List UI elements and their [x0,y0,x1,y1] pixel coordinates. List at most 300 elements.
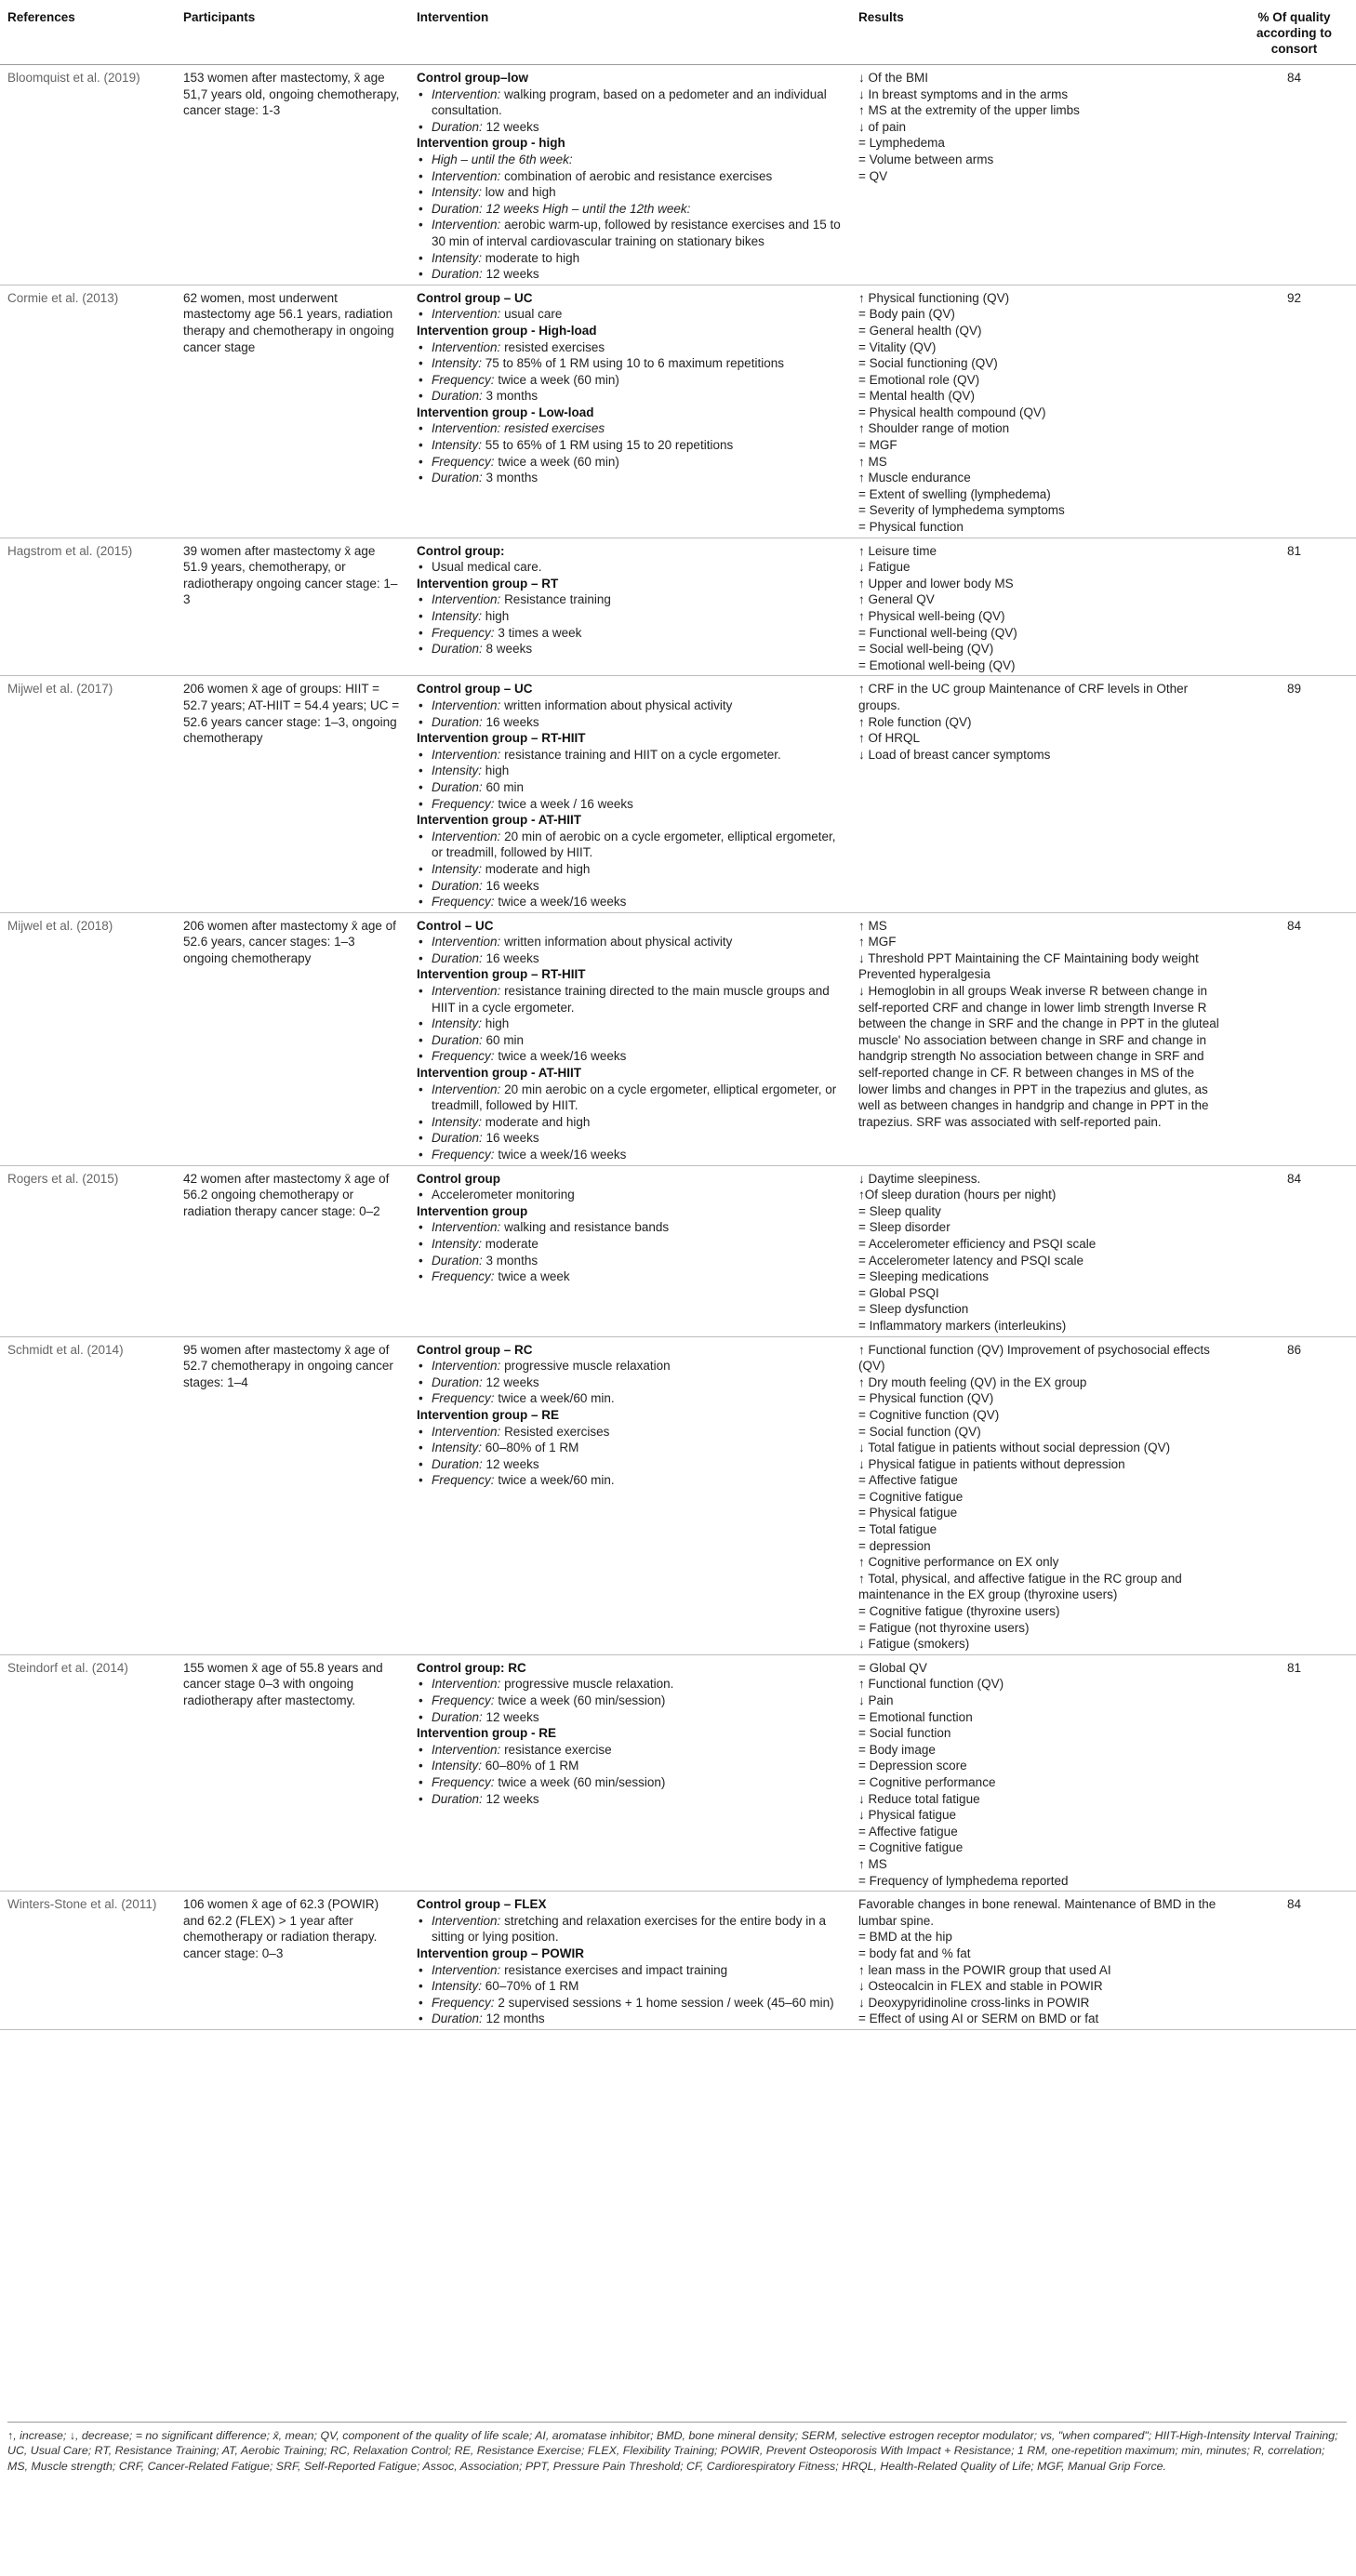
bullet-list [417,983,844,1065]
bullet-label: Intensity: [432,1441,483,1455]
bullet-label: Intervention: [432,747,501,762]
result-line: ↓ Threshold PPT Maintaining the CF Maintaining body weight Prevented hyperalgesia [858,950,1199,982]
bullet-item [417,591,844,608]
bullet-label: Frequency: [432,1774,495,1789]
participants-cell: 62 women, most underwent mastectomy age 56.1 years, radiation therapy and chemotherapy in ongoing cancer stage [176,285,409,538]
bullet-text: walking and resistance bands [504,1220,670,1235]
bullet-item [417,1130,844,1147]
bullet-item [417,1390,844,1407]
bullet-list [417,829,844,910]
result-line: = BMD at the hip [858,1930,952,1945]
bullet-label: Intervention: [432,829,501,843]
bullet-text: 75 to 85% of 1 RM using 10 to 6 maximum repetitions [485,356,784,371]
bullet-list [417,339,844,405]
results-cell [851,676,1232,912]
result-line: = Severity of lymphedema symptoms [858,503,1065,518]
bullet-label: Intensity: [432,1759,483,1773]
result-line: = Sleep quality [858,1203,941,1218]
bullet-label: Intensity: [432,1979,483,1994]
intervention-cell [409,1165,851,1336]
bullet-item [417,559,844,576]
bullet-text: Resistance training [504,592,611,607]
intervention-cell [409,1892,851,2030]
header-quality: % Of quality according to consort [1232,0,1356,65]
result-line: = Extent of swelling (lymphedema) [858,486,1051,501]
reference-cell: Schmidt et al. (2014) [0,1336,176,1654]
result-line: ↑ Role function (QV) [858,714,972,729]
result-line: ↑ Dry mouth feeling (QV) in the EX group [858,1374,1087,1389]
bullet-text: resistance exercise [504,1742,612,1757]
bullet-label: Intervention: [432,1424,501,1439]
result-line: = QV [858,168,888,183]
result-line: ↑ Functional function (QV) [858,1677,1004,1692]
bullet-text: 12 weeks High – until the 12th week: [485,201,691,216]
bullet-label: Frequency: [432,1148,495,1162]
intervention-cell [409,1336,851,1654]
result-line: = Accelerometer latency and PSQI scale [858,1253,1083,1268]
bullet-text: 16 weeks [485,714,539,729]
participants-cell: 155 women x̄ age of 55.8 years and cancer stage 0–3 with ongoing radiotherapy after mastectomy. [176,1654,409,1891]
result-line: = Frequency of lymphedema reported [858,1873,1069,1888]
bullet-text: 3 months [485,471,538,485]
bullet-label: Duration: [432,201,483,216]
group-heading: Intervention group – RT [417,576,559,591]
reference-cell: Cormie et al. (2013) [0,285,176,538]
results-cell [851,1654,1232,1891]
bullet-item [417,1236,844,1253]
table-row [0,1654,1356,1891]
result-line: ↑ MS [858,918,887,933]
bullet-item [417,1147,844,1163]
table-row [0,1336,1356,1654]
bullet-item [417,878,844,895]
bullet-item [417,1219,844,1236]
bullet-item [417,420,844,437]
bullet-item [417,1913,844,1945]
bullet-label: Intensity: [432,1016,483,1031]
bullet-label: Intensity: [432,1114,483,1129]
bullet-text: 12 months [485,2012,545,2026]
header-intervention: Intervention [409,0,851,65]
bullet-item [417,983,844,1016]
bullet-list [417,934,844,966]
bullet-label: Intensity: [432,609,483,623]
result-line: = Physical function (QV) [858,1391,994,1406]
bullet-list [417,697,844,730]
bullet-label: Intervention: [432,984,501,999]
bullet-item [417,152,844,168]
result-line: = depression [858,1538,931,1553]
bullet-label: Intervention: [432,1742,501,1757]
result-line: = Volume between arms [858,152,994,166]
result-line: = Physical health compound (QV) [858,405,1046,419]
intervention-cell [409,538,851,676]
bullet-item [417,1032,844,1049]
bullet-label: Intervention: [432,935,501,949]
quality-score-cell: 81 [1232,538,1356,676]
bullet-item [417,1440,844,1456]
bullet-label: Duration: [432,2012,483,2026]
bullet-label: Intervention: [432,218,501,232]
bullet-list [417,591,844,657]
result-line: ↑ Shoulder range of motion [858,421,1010,436]
bullet-list [417,559,844,576]
result-line: = Physical function [858,520,964,535]
bullet-text: aerobic warm-up, followed by resistance exercises and 15 to 30 min of interval cardiovascular training on stationary bikes [432,218,841,248]
bullet-label: Duration: [432,1131,483,1146]
bullet-item [417,829,844,861]
group-heading: Intervention group – RT-HIIT [417,731,586,746]
bullet-item [417,1268,844,1285]
participants-cell: 106 women x̄ age of 62.3 (POWIR) and 62.2 (FLEX) > 1 year after chemotherapy or radiation therapy. cancer stage: 0–3 [176,1892,409,2030]
bullet-text: twice a week/60 min. [498,1391,615,1406]
bullet-text: 60–80% of 1 RM [485,1441,579,1455]
bullet-item [417,894,844,910]
group-heading: Control group–low [417,71,528,85]
bullet-text: twice a week (60 min/session) [498,1774,666,1789]
bullet-text: written information about physical activity [504,697,733,712]
bullet-item [417,470,844,486]
result-line: = Social functioning (QV) [858,356,998,371]
bullet-text: resistance training and HIIT on a cycle ergometer. [504,747,781,762]
bullet-item [417,250,844,267]
bullet-item [417,714,844,731]
result-line: ↓ Deoxypyridinoline cross-links in POWIR [858,1995,1090,2010]
bullet-text: 3 months [485,1253,538,1268]
bullet-label: Intensity: [432,250,483,265]
group-heading: Intervention group - AT-HIIT [417,1066,581,1081]
group-heading: Control group: RC [417,1660,526,1675]
results-cell [851,1892,1232,2030]
bullet-text: 20 min aerobic on a cycle ergometer, elliptical ergometer, or treadmill, followed by HIIT. [432,1082,837,1113]
result-line: ↓ Fatigue (smokers) [858,1637,970,1652]
result-line: ↓ Osteocalcin in FLEX and stable in POWIR [858,1979,1103,1994]
bullet-label: Duration: [432,1791,483,1806]
bullet-label: Frequency: [432,1049,495,1064]
bullet-text: written information about physical activity [504,935,733,949]
bullet-text: Usual medical care. [432,560,542,575]
results-cell [851,912,1232,1165]
result-line: ↑ Leisure time [858,543,937,558]
bullet-text: high [485,1016,510,1031]
bullet-text: resisted exercises [504,421,605,436]
result-line: = Sleep dysfunction [858,1302,969,1317]
bullet-label: Frequency: [432,1391,495,1406]
bullet-list [417,306,844,323]
bullet-item [417,372,844,389]
bullet-text: 60–80% of 1 RM [485,1759,579,1773]
intervention-cell [409,65,851,285]
bullet-item [417,1693,844,1709]
bullet-item [417,355,844,372]
bullet-text: moderate and high [485,861,591,876]
bullet-text: stretching and relaxation exercises for the entire body in a sitting or lying position. [432,1913,827,1945]
quality-score-cell: 84 [1232,1892,1356,2030]
bullet-text: twice a week (60 min) [498,372,619,387]
bullet-item [417,306,844,323]
result-line: ↓ In breast symptoms and in the arms [858,86,1069,101]
result-line: = Lymphedema [858,136,945,151]
quality-score-cell: 81 [1232,1654,1356,1891]
bullet-item [417,201,844,218]
bullet-label: Intervention: [432,307,501,322]
bullet-label: Intervention: [432,1962,501,1977]
bullet-text: 12 weeks [485,267,539,282]
group-heading: Control – UC [417,918,494,933]
header-row [0,0,1356,65]
result-line: ↓ of pain [858,119,907,134]
header-participants: Participants [176,0,409,65]
bullet-list [417,1676,844,1725]
bullet-text: twice a week/16 weeks [498,1049,627,1064]
bullet-label: Intervention: [432,1082,501,1096]
bullet-label: Frequency: [432,1269,495,1284]
bullet-item [417,1374,844,1391]
bullet-list [417,420,844,485]
reference-cell: Hagstrom et al. (2015) [0,538,176,676]
bullet-label: Intensity: [432,1236,483,1251]
result-line: = Social function (QV) [858,1424,981,1439]
bullet-item [417,1456,844,1473]
result-line: = Global QV [858,1660,927,1675]
bullet-text: twice a week / 16 weeks [498,796,633,811]
bullet-label: Intervention: [432,1677,501,1692]
bullet-list [417,1962,844,2027]
bullet-item [417,266,844,283]
table-row [0,912,1356,1165]
bullet-item [417,1424,844,1441]
result-line: ↑ MS [858,454,887,469]
bullet-label: Duration: [432,267,483,282]
result-line: ↓ Load of breast cancer symptoms [858,747,1051,762]
result-line: ↓ Of the BMI [858,71,929,85]
bullet-item [417,1962,844,1979]
bullet-text: 3 times a week [498,625,582,640]
bullet-item [417,697,844,714]
bullet-item [417,861,844,878]
result-line: ↓ Physical fatigue [858,1808,957,1823]
result-line: = Mental health (QV) [858,389,975,404]
bullet-text: twice a week/16 weeks [498,1148,627,1162]
result-line: = Social function [858,1726,951,1741]
result-line: = Body pain (QV) [858,307,955,322]
result-line: = Affective fatigue [858,1473,958,1488]
bullet-label: Frequency: [432,454,495,469]
result-line: ↑ Physical functioning (QV) [858,290,1010,305]
bullet-label: Duration: [432,950,483,965]
results-cell [851,538,1232,676]
results-cell [851,65,1232,285]
bullet-text: 60 min [485,1032,525,1047]
group-heading: Intervention group [417,1203,528,1218]
bullet-label: Intervention: [432,592,501,607]
bullet-item [417,1016,844,1032]
bullet-label: Frequency: [432,1473,495,1488]
bullet-label: Duration: [432,1253,483,1268]
table-row [0,1165,1356,1336]
bullet-item [417,168,844,185]
bullet-label: Duration: [432,878,483,893]
bullet-label: Duration: [432,714,483,729]
group-heading: Intervention group - High-load [417,323,597,338]
header-references: References [0,0,176,65]
results-cell [851,285,1232,538]
bullet-item [417,1187,844,1203]
bullet-label: Intensity: [432,861,483,876]
result-line: = Affective fatigue [858,1824,958,1839]
bullet-item [417,1791,844,1808]
bullet-item [417,1472,844,1489]
table-body [0,65,1356,2030]
bullet-text: 12 weeks [485,1374,539,1389]
result-line: ↑ CRF in the UC group Maintenance of CRF levels in Other groups. [858,682,1189,712]
bullet-text: 60–70% of 1 RM [485,1979,579,1994]
bullet-item [417,1676,844,1693]
result-line: = Inflammatory markers (interleukins) [858,1318,1067,1333]
bullet-item [417,934,844,950]
participants-cell: 42 women after mastectomy x̄ age of 56.2 ongoing chemotherapy or radiation therapy cancer stage: 0–2 [176,1165,409,1336]
result-line: ↑ Upper and lower body MS [858,576,1014,591]
bullet-item [417,184,844,201]
bullet-label: Duration: [432,389,483,404]
result-line: = Depression score [858,1759,967,1773]
bullet-text: twice a week/60 min. [498,1473,615,1488]
bullet-item [417,747,844,764]
result-line: = Sleep disorder [858,1220,951,1235]
bullet-text: High – until the 6th week: [432,152,573,166]
bullet-text: high [485,764,510,778]
bullet-item [417,1358,844,1374]
bullet-text: 20 min of aerobic on a cycle ergometer, elliptical ergometer, or treadmill, followed by HIIT. [432,829,836,860]
table-row [0,65,1356,285]
group-heading: Control group – RC [417,1342,533,1357]
bullet-label: Intervention: [432,86,501,101]
bullet-label: Intervention: [432,697,501,712]
result-line: ↑ Total, physical, and affective fatigue in the RC group and maintenance in the EX group (thyroxine users) [858,1571,1182,1602]
bullet-label: Frequency: [432,895,495,910]
bullet-item [417,1758,844,1774]
reference-cell: Rogers et al. (2015) [0,1165,176,1336]
result-line: = Cognitive performance [858,1774,996,1789]
bullet-text: 55 to 65% of 1 RM using 15 to 20 repetitions [485,438,734,453]
result-line: = Vitality (QV) [858,339,937,354]
bullet-label: Frequency: [432,372,495,387]
table-row [0,285,1356,538]
intervention-cell [409,912,851,1165]
bullet-text: resistance training directed to the main muscle groups and HIIT in a cycle ergometer. [432,984,830,1015]
bullet-label: Intervention: [432,421,501,436]
bullet-item [417,1253,844,1269]
result-line: = Cognitive function (QV) [858,1407,1000,1422]
bullet-text: 16 weeks [485,878,539,893]
bullet-label: Duration: [432,779,483,794]
result-line: ↑ MS [858,1856,887,1871]
results-cell [851,1336,1232,1654]
bullet-list [417,1358,844,1407]
result-line: = Physical fatigue [858,1506,958,1520]
result-line: ↓ Physical fatigue in patients without depression [858,1456,1125,1471]
result-line: ↓ Hemoglobin in all groups Weak inverse R between change in self-reported CRF and change in lower limb strength Inverse R between the change in SRF and the change in PPT in the gluteal muscle' No association between change in SRF and change in handgrip strength No association between change in SRF and self-reported change in CF. R between changes in MS of the lower limbs and changes in PPT in the trapezius and glutes, as well as between changes in handgrip and change in PPT in the trapezius. SRF was associated with self-reported pain. [858,984,1219,1129]
bullet-text: moderate and high [485,1114,591,1129]
group-heading: Control group – FLEX [417,1897,547,1912]
bullet-text: usual care [504,307,563,322]
bullet-label: Intervention: [432,1220,501,1235]
bullet-item [417,388,844,405]
bullet-item [417,779,844,796]
reference-cell: Bloomquist et al. (2019) [0,65,176,285]
result-line: = Body image [858,1742,936,1757]
bullet-label: Duration: [432,1456,483,1471]
group-heading: Intervention group - Low-load [417,405,594,419]
reference-cell: Winters-Stone et al. (2011) [0,1892,176,2030]
group-heading: Intervention group – POWIR [417,1945,585,1960]
reference-cell: Mijwel et al. (2017) [0,676,176,912]
bullet-item [417,796,844,813]
bullet-text: 12 weeks [485,119,539,134]
result-line: = Global PSQI [858,1285,939,1300]
result-line: ↓ Reduce total fatigue [858,1791,980,1806]
result-line: = Fatigue (not thyroxine users) [858,1620,1030,1635]
bullet-label: Intervention: [432,1359,501,1374]
result-line: ↑ MGF [858,935,897,949]
group-heading: Intervention group - RE [417,1726,556,1741]
bullet-item [417,1978,844,1995]
bullet-text: 16 weeks [485,1131,539,1146]
result-line: = MGF [858,438,897,453]
bullet-text: high [485,609,510,623]
quality-score-cell: 86 [1232,1336,1356,1654]
bullet-label: Frequency: [432,1693,495,1707]
bullet-item [417,217,844,249]
bullet-list [417,1913,844,1945]
bullet-text: Resisted exercises [504,1424,610,1439]
result-line: ↑ Muscle endurance [858,471,971,485]
group-heading: Intervention group - high [417,136,565,151]
bullet-item [417,454,844,471]
bullet-item [417,1082,844,1114]
result-line: = Cognitive fatigue [858,1840,964,1855]
result-line: = Effect of using AI or SERM on BMD or fat [858,2012,1099,2026]
bullet-item [417,86,844,119]
bullet-list [417,152,844,283]
bullet-label: Intervention: [432,168,501,183]
bullet-label: Frequency: [432,1995,495,2010]
bullet-text: twice a week (60 min/session) [498,1693,666,1707]
intervention-cell [409,1654,851,1891]
result-line: = Emotional well-being (QV) [858,657,1016,672]
result-line: ↑ General QV [858,592,935,607]
table-row [0,538,1356,676]
quality-score-cell: 84 [1232,1165,1356,1336]
bullet-label: Intensity: [432,764,483,778]
bullet-label: Frequency: [432,625,495,640]
bullet-item [417,1048,844,1065]
bullet-label: Duration: [432,1374,483,1389]
result-line: = Social well-being (QV) [858,642,994,657]
bullet-text: progressive muscle relaxation [504,1359,671,1374]
result-line: ↑ MS at the extremity of the upper limbs [858,103,1080,118]
bullet-item [417,1995,844,2012]
result-line: = Emotional function [858,1709,973,1724]
result-line: = Functional well-being (QV) [858,625,1017,640]
quality-score-cell: 89 [1232,676,1356,912]
quality-score-cell: 84 [1232,65,1356,285]
bullet-list [417,1742,844,1807]
bullet-text: 12 weeks [485,1456,539,1471]
bullet-text: moderate [485,1236,538,1251]
result-line: ↑ Functional function (QV) Improvement of psychosocial effects (QV) [858,1342,1210,1374]
bullet-text: 12 weeks [485,1709,539,1724]
